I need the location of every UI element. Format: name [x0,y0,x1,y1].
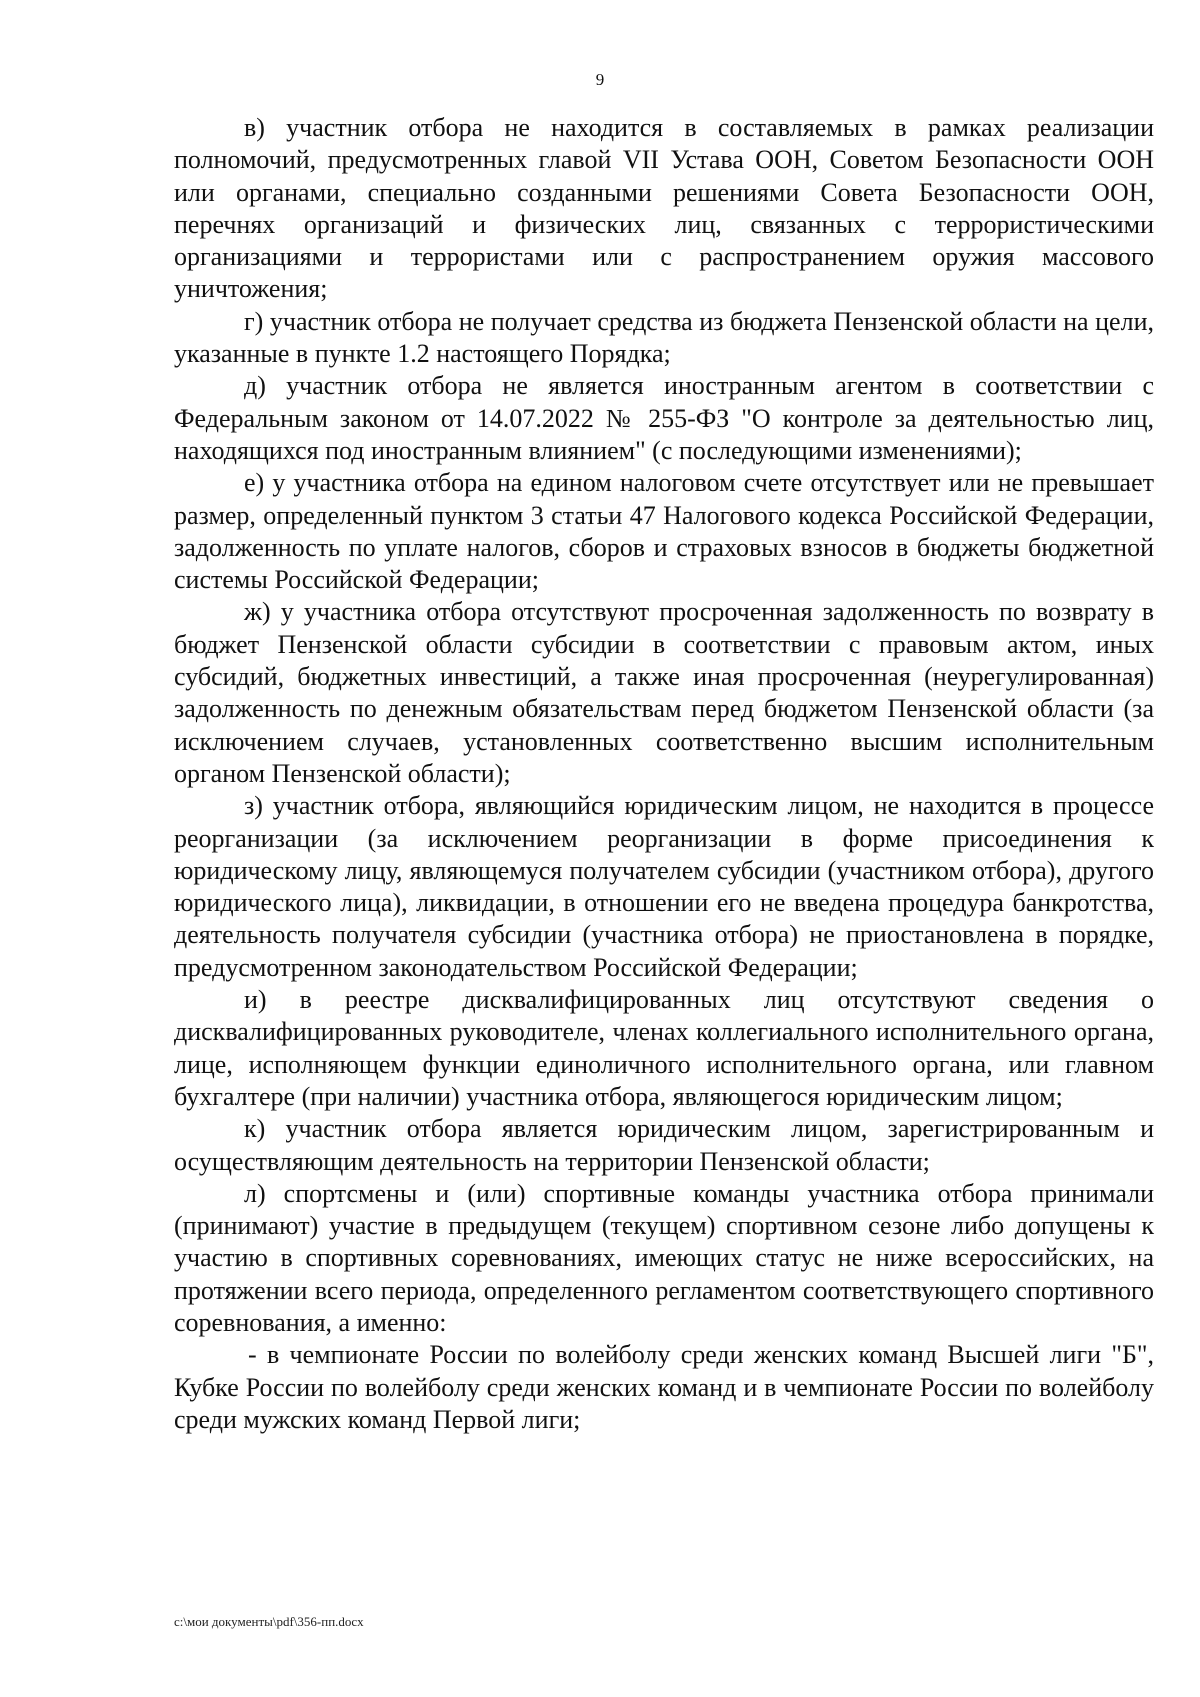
paragraph-dash-item: - в чемпионате России по волейболу среди женских команд Высшей лиги "Б", Кубке России по волейболу среди женских команд и в чемпионате России по волейболу среди мужских команд Первой лиги; [174,1340,1154,1434]
paragraph-l: л) спортсмены и (или) спортивные команды участника отбора принимали (принимают) участие в предыдущем (текущем) спортивном сезоне либо допущены к участию в спортивных соревнованиях, имеющих статус не ниже всероссийских, на протяжении всего периода, определенного регламентом соответствующего спортивного соревнования, а именно: [174,1178,1154,1337]
paragraph-e: е) у участника отбора на едином налоговом счете отсутствует или не превышает размер, определенный пунктом 3 статьи 47 Налогового кодекса Российской Федерации, задолженность по уплате налогов, сборов и страховых взносов в бюджеты бюджетной системы Российской Федерации; [174,468,1154,595]
paragraph-z: з) участник отбора, являющийся юридическим лицом, не находится в процессе реорганизации (за исключением реорганизации в форме присоединения к юридическому лицу, являющемуся получателем субсидии (участником отбора), другого юридического лица), ликвидации, в отношении его не введена процедура банкротства, деятельность получателя субсидии (участника отбора) не приостановлена в порядке, предусмотренном законодательством Российской Федерации; [174,791,1154,982]
paragraph-zh: ж) у участника отбора отсутствуют просроченная задолженность по возврату в бюджет Пензенской области субсидии в соответствии с правовым актом, иных субсидий, бюджетных инвестиций, а также иная просроченная (неурегулированная) задолженность по денежным обязательствам перед бюджетом Пензенской области (за исключением случаев, установленных соответственно высшим исполнительным органом Пензенской области); [174,597,1154,788]
paragraph-g: г) участник отбора не получает средства из бюджета Пензенской области на цели, указанные в пункте 1.2 настоящего Порядка; [174,306,1154,369]
document-body [174,112,1154,1436]
paragraph-i: и) в реестре дисквалифицированных лиц отсутствуют сведения о дисквалифицированных руководителе, членах коллегиального исполнительного органа, лице, исполняющем функции единоличного исполнительного органа, или главном бухгалтере (при наличии) участника отбора, являющегося юридическим лицом; [174,985,1154,1111]
paragraph-d: д) участник отбора не является иностранным агентом в соответствии с Федеральным законом от 14.07.2022 № 255-ФЗ "О контроле за деятельностью лиц, находящихся под иностранным влиянием" (с последующими изменениями); [174,371,1154,465]
footer-file-path: c:\мои документы\pdf\356-пп.docx [174,1614,364,1629]
page-number: 9 [595,70,605,89]
paragraph-k: к) участник отбора является юридическим лицом, зарегистрированным и осуществляющим деятельность на территории Пензенской области; [174,1114,1154,1176]
paragraph-v: в) участник отбора не находится в составляемых в рамках реализации полномочий, предусмотренных главой VII Устава ООН, Советом Безопасности ООН или органами, специально созданными решениями Совета Безопасности ООН, перечнях организаций и физических лиц, связанных с террористическими организациями и террористами или с распространением оружия массового уничтожения; [174,113,1154,304]
